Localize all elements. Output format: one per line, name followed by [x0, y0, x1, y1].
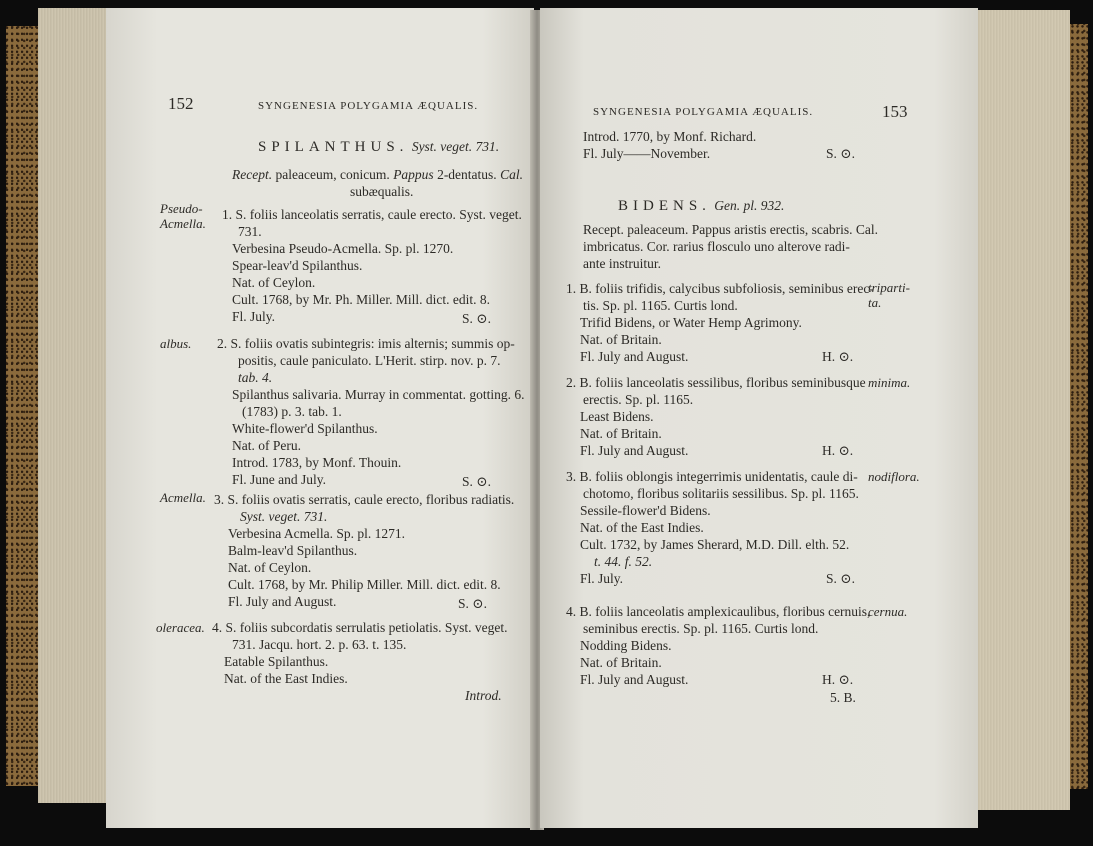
catchword-right: 5. B. — [830, 690, 856, 705]
species-line: 4. B. foliis lanceolatis amplexicaulibus, floribus cernuis, — [566, 604, 871, 619]
genus-name: BIDENS. — [618, 198, 711, 214]
species-margin-name: cernua. — [868, 604, 908, 619]
genus-heading-bidens — [618, 198, 784, 214]
species-line: Nat. of the East Indies. — [224, 671, 348, 686]
genus-reference: Gen. pl. 932. — [714, 198, 785, 213]
catchword-left: Introd. — [465, 688, 502, 703]
species-line: 2. S. foliis ovatis subintegris: imis alternis; summis op- — [217, 336, 515, 351]
species-margin-name: oleracea. — [156, 620, 205, 635]
genus-description-line: subæqualis. — [350, 184, 414, 199]
species-line: positis, caule paniculato. L'Herit. stirp. nov. p. 7. — [238, 353, 501, 368]
genus-description-line: imbricatus. Cor. rarius flosculo uno alterove radi- — [583, 239, 850, 254]
species-status: H. ⊙. — [822, 672, 854, 687]
species-line: Cult. 1732, by James Sherard, M.D. Dill. elth. 52. — [580, 537, 850, 552]
species-status: S. ⊙. — [458, 596, 487, 611]
genus-description-line — [232, 167, 523, 183]
species-line: Nat. of Britain. — [580, 655, 662, 670]
species-line: 1. S. foliis lanceolatis serratis, caule erecto. Syst. veget. — [222, 207, 522, 222]
species-line: Trifid Bidens, or Water Hemp Agrimony. — [580, 315, 802, 330]
genus-heading-spilanthus — [258, 139, 499, 155]
species-line: 731. — [238, 224, 262, 239]
species-status: H. ⊙. — [822, 443, 854, 458]
species-line: 4. S. foliis subcordatis serrulatis petiolatis. Syst. veget. — [212, 620, 508, 635]
page-edges-left — [38, 8, 110, 803]
species-line: 731. Jacqu. hort. 2. p. 63. t. 135. — [232, 637, 407, 652]
pappus-label: Pappus — [393, 167, 434, 182]
species-line: Fl. July and August. — [228, 594, 337, 609]
species-line: Fl. July. — [580, 571, 624, 586]
species-line: tab. 4. — [238, 370, 273, 385]
species-line: Eatable Spilanthus. — [224, 654, 329, 669]
species-line: Fl. July and August. — [580, 672, 689, 687]
species-margin-name: albus. — [160, 336, 192, 351]
page-number-left: 152 — [168, 94, 194, 113]
species-line: Verbesina Pseudo-Acmella. Sp. pl. 1270. — [232, 241, 454, 256]
species-margin-name: Pseudo- — [160, 201, 203, 216]
species-line: Nat. of Britain. — [580, 332, 662, 347]
species-line: Nat. of Peru. — [232, 438, 301, 453]
species-line: Spear-leav'd Spilanthus. — [232, 258, 363, 273]
species-line: 3. B. foliis oblongis integerrimis unidentatis, caule di- — [566, 469, 858, 484]
species-line: White-flower'd Spilanthus. — [232, 421, 378, 436]
species-margin-name: ta. — [868, 295, 882, 310]
book-cover-left — [6, 26, 40, 786]
species-line: Cult. 1768, by Mr. Philip Miller. Mill. dict. edit. 8. — [228, 577, 501, 592]
species-line: Sessile-flower'd Bidens. — [580, 503, 711, 518]
species-line: Fl. July and August. — [580, 349, 689, 364]
species-line: Nodding Bidens. — [580, 638, 672, 653]
species-line: Least Bidens. — [580, 409, 654, 424]
species-line: Fl. June and July. — [232, 472, 326, 487]
species-margin-name: Acmella. — [160, 490, 206, 505]
species-line: seminibus erectis. Sp. pl. 1165. Curtis lond. — [583, 621, 819, 636]
species-line: Cult. 1768, by Mr. Ph. Miller. Mill. dict. edit. 8. — [232, 292, 491, 307]
recept-label: Recept. — [232, 167, 273, 182]
running-head-right: SYNGENESIA POLYGAMIA ÆQUALIS. — [593, 106, 814, 118]
species-line: Nat. of Britain. — [580, 426, 662, 441]
species-status: H. ⊙. — [822, 349, 854, 364]
species-line: Syst. veget. 731. — [240, 509, 328, 524]
species-line: chotomo, floribus solitariis sessilibus. Sp. pl. 1165. — [583, 486, 859, 501]
species-margin-name: minima. — [868, 375, 911, 390]
species-margin-name: Acmella. — [160, 216, 206, 231]
species-line: erectis. Sp. pl. 1165. — [583, 392, 694, 407]
cal-label: Cal. — [500, 167, 523, 182]
continuation-line: Introd. 1770, by Monf. Richard. — [583, 129, 757, 144]
species-line: (1783) p. 3. tab. 1. — [242, 404, 342, 419]
genus-description-line: Recept. paleaceum. Pappus aristis erectis, scabris. Cal. — [583, 222, 879, 237]
species-line: Nat. of Ceylon. — [232, 275, 316, 290]
species-line: 1. B. foliis trifidis, calycibus subfoliosis, seminibus erec- — [566, 281, 874, 296]
desc-text: paleaceum, conicum. — [272, 167, 394, 182]
species-line: Nat. of the East Indies. — [580, 520, 704, 535]
species-status: S. ⊙. — [462, 474, 491, 489]
species-status: S. ⊙. — [826, 146, 855, 161]
page-number-right: 153 — [882, 102, 908, 121]
species-line: Introd. 1783, by Monf. Thouin. — [232, 455, 402, 470]
continuation-line: Fl. July——November. — [583, 146, 711, 161]
species-line: Balm-leav'd Spilanthus. — [228, 543, 358, 558]
species-line: Verbesina Acmella. Sp. pl. 1271. — [228, 526, 405, 541]
species-line: 2. B. foliis lanceolatis sessilibus, floribus seminibusque — [566, 375, 866, 390]
page-edges-right — [975, 10, 1070, 810]
species-line: tis. Sp. pl. 1165. Curtis lond. — [583, 298, 738, 313]
genus-reference: Syst. veget. 731. — [411, 139, 500, 154]
species-line: 3. S. foliis ovatis serratis, caule erecto, floribus radiatis. — [214, 492, 515, 507]
species-line: Fl. July. — [232, 309, 276, 324]
species-line: t. 44. f. 52. — [594, 554, 653, 569]
species-line: Nat. of Ceylon. — [228, 560, 312, 575]
species-margin-name: triparti- — [868, 280, 910, 295]
genus-name: SPILANTHUS. — [258, 139, 409, 155]
species-status: S. ⊙. — [826, 571, 855, 586]
genus-description-line: ante instruitur. — [583, 256, 661, 271]
desc-text: 2-dentatus. — [433, 167, 501, 182]
species-status: S. ⊙. — [462, 311, 491, 326]
species-margin-name: nodiflora. — [868, 469, 920, 484]
running-head-left: SYNGENESIA POLYGAMIA ÆQUALIS. — [258, 100, 479, 112]
species-line: Spilanthus salivaria. Murray in commentat. gotting. 6. — [232, 387, 525, 402]
species-line: Fl. July and August. — [580, 443, 689, 458]
